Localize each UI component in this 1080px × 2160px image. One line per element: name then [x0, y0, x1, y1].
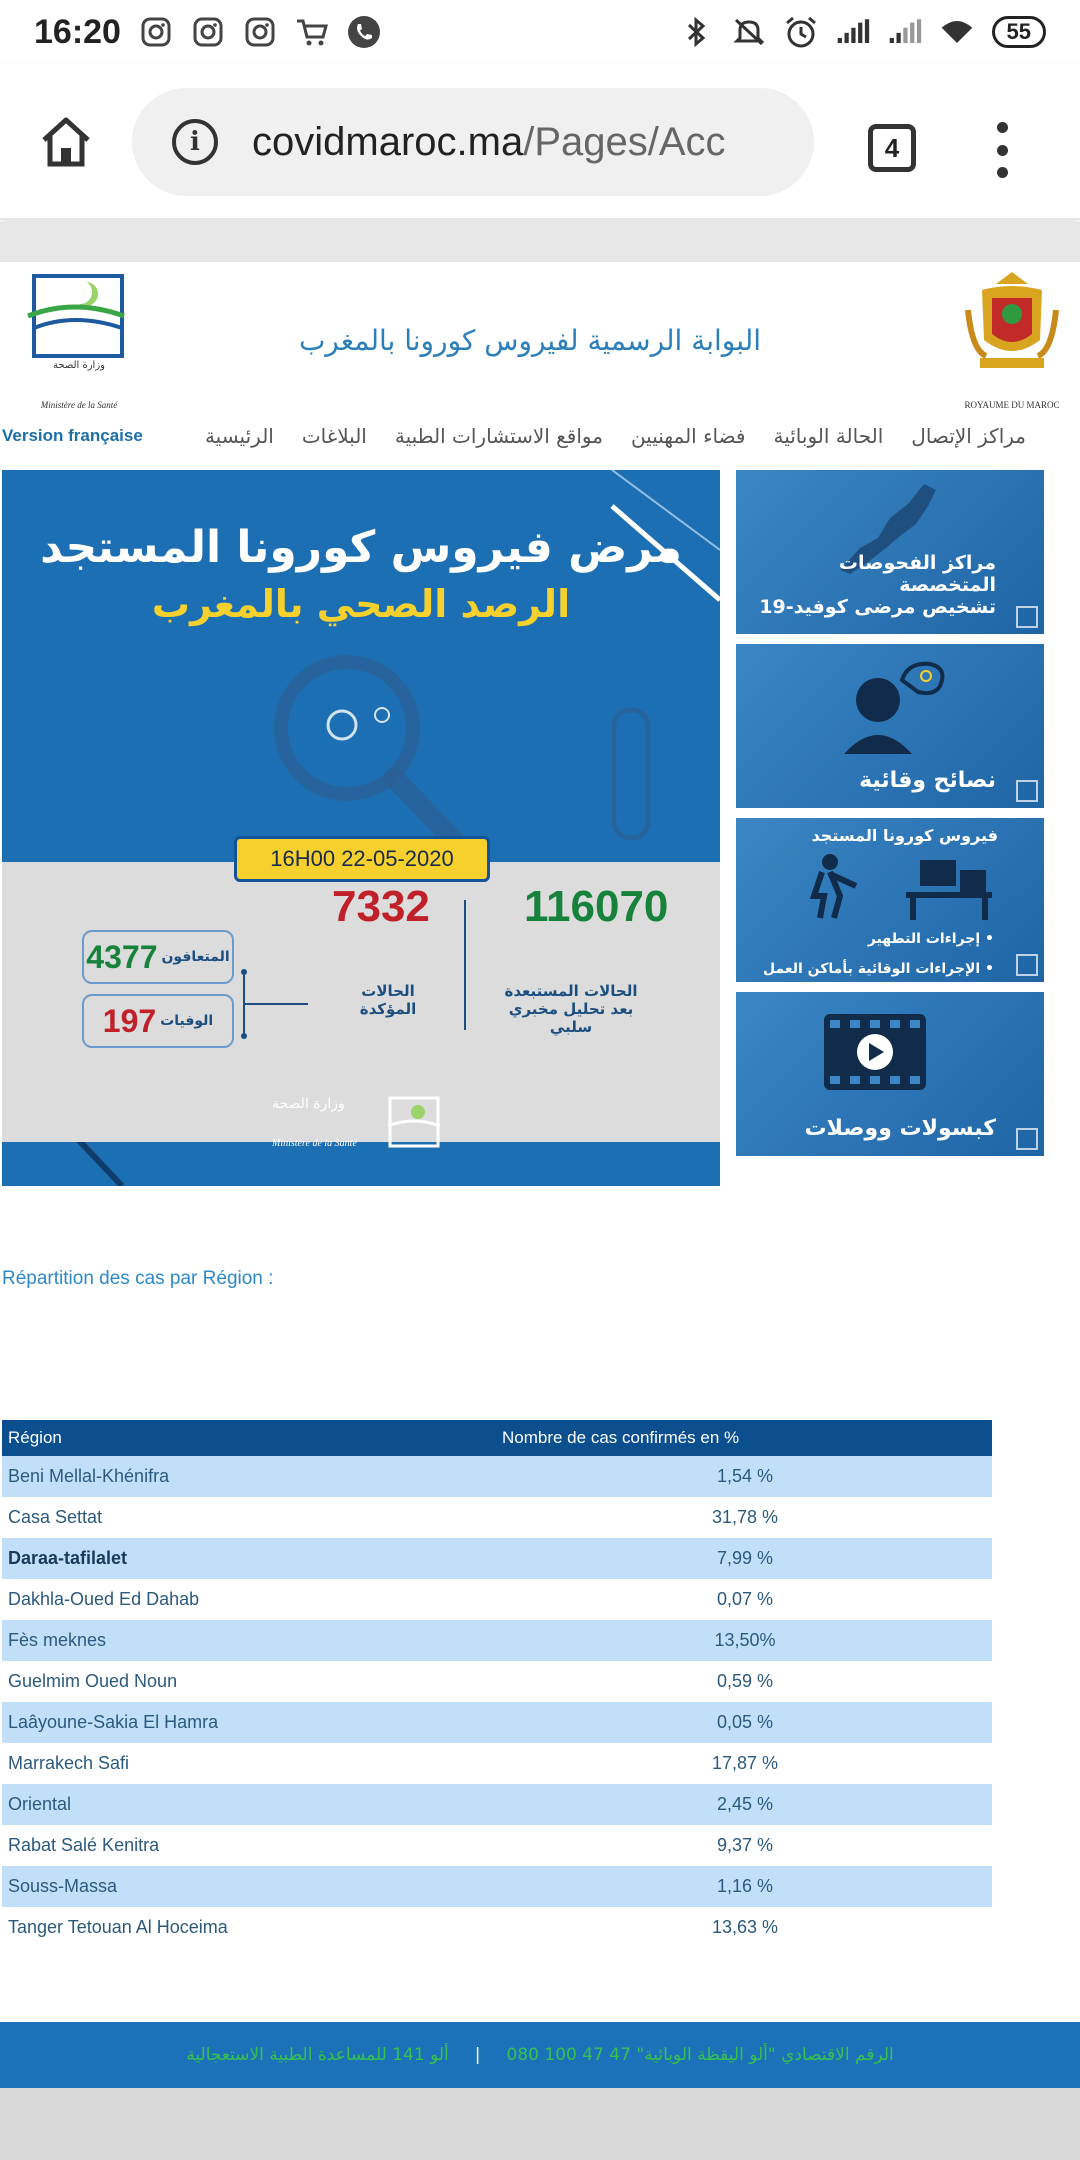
- region-cell: Laâyoune-Sakia El Hamra: [8, 1712, 219, 1732]
- report-date-badge: 16H00 22-05-2020: [234, 836, 490, 882]
- percent-cell: 0,59 %: [716, 1671, 774, 1691]
- instagram-icon: [243, 15, 277, 49]
- excluded-count: 116070: [524, 882, 669, 931]
- percent-cell: 0,07 %: [716, 1589, 774, 1609]
- ministry-emblem-icon: [24, 272, 134, 362]
- banner-footer-ministry-ar: وزارة الصحة: [272, 1096, 345, 1112]
- region-cell: Fès meknes: [8, 1630, 107, 1650]
- banner-title: مرض فيروس كورونا المستجد: [40, 522, 682, 573]
- banner-footer-ministry-fr: Ministère de la Santé: [272, 1138, 357, 1149]
- excluded-label: الحالات المستبعدة بعد تحليل مخبري سلبي: [504, 982, 638, 1036]
- alarm-icon: [784, 15, 818, 49]
- table-row: [2, 1743, 992, 1784]
- percent-cell: 0,05 %: [716, 1712, 774, 1732]
- banner-ministry-logo-icon: [386, 1094, 442, 1150]
- table-row: [2, 1784, 992, 1825]
- tile-prevention-tips[interactable]: [736, 644, 1044, 808]
- footer-separator: |: [474, 2045, 481, 2065]
- table-header: [2, 1420, 992, 1456]
- deaths-count: 197: [102, 1002, 157, 1039]
- royal-name-fr: ROYAUME DU MAROC: [964, 400, 1060, 410]
- table-row: [2, 1579, 992, 1620]
- address-bar[interactable]: [132, 88, 814, 196]
- nav-item-epidemic-status[interactable]: الحالة الوبائية: [773, 424, 884, 448]
- phone-icon: [347, 15, 381, 49]
- ministry-logo[interactable]: [24, 272, 134, 410]
- nav-item-communiques[interactable]: البلاغات: [301, 424, 367, 448]
- region-cell: Rabat Salé Kenitra: [8, 1835, 160, 1855]
- percent-cell: 1,16 %: [716, 1876, 774, 1896]
- instagram-icon: [139, 15, 173, 49]
- region-distribution-title: Répartition des cas par Région :: [2, 1268, 274, 1289]
- region-cell: Souss-Massa: [8, 1876, 118, 1896]
- ministry-name-ar: وزارة الصحة: [53, 360, 105, 371]
- column-header-percent: Nombre de cas confirmés en %: [502, 1428, 740, 1447]
- emergency-text: ألو 141 للمساعدة الطبية الاستعجالية: [186, 2045, 449, 2065]
- home-button[interactable]: [36, 112, 96, 172]
- nav-item-home[interactable]: الرئيسية: [204, 424, 274, 448]
- hotline-text: الرقم الاقتصادي "ألو اليقظة الوبائية" 47 47 100 080: [506, 2045, 894, 2065]
- percent-cell: 13,63 %: [711, 1917, 779, 1937]
- thinking-person-icon: [830, 658, 950, 758]
- surveillance-banner[interactable]: [2, 470, 720, 1186]
- info-icon[interactable]: i: [172, 119, 218, 165]
- page-top-strip: [0, 222, 1080, 262]
- region-cell: Dakhla-Oued Ed Dahab: [8, 1589, 200, 1609]
- table-row: [2, 1702, 992, 1743]
- site-header: [0, 262, 1080, 412]
- table-row: [2, 1907, 992, 1948]
- tab-switcher-button[interactable]: 4: [868, 124, 916, 172]
- percent-cell: 31,78 %: [711, 1507, 779, 1527]
- mini-ministry-logo-icon: [1016, 954, 1038, 976]
- tile-preventive-measures-caption: • إجراءات التطهير • الإجراءات الوقائية بأماكن العمل: [762, 931, 994, 977]
- region-cell: Guelmim Oued Noun: [8, 1671, 178, 1691]
- nav-items: [205, 424, 1026, 448]
- nav-item-contact-centers[interactable]: مراكز الإتصال: [911, 424, 1026, 448]
- signal-icon: [888, 15, 922, 49]
- table-row: [2, 1620, 992, 1661]
- region-cell: Daraa-tafilalet: [8, 1548, 128, 1568]
- stats-connector: [234, 952, 364, 1062]
- bluetooth-icon: [680, 15, 714, 49]
- region-cell: Casa Settat: [8, 1507, 103, 1527]
- confirmed-label: الحالات المؤكدة: [359, 982, 417, 1018]
- portal-title: البوابة الرسمية لفيروس كورونا بالمغرب: [298, 324, 762, 357]
- table-row: [2, 1866, 992, 1907]
- percent-cell: 7,99 %: [716, 1548, 774, 1568]
- table-row: [2, 1497, 992, 1538]
- percent-cell: 1,54 %: [716, 1466, 774, 1486]
- version-francaise-link[interactable]: Version française: [2, 426, 143, 445]
- nav-item-professionals[interactable]: فضاء المهنيين: [630, 424, 746, 448]
- site-footer: [0, 2022, 1080, 2088]
- deaths-pill: [82, 994, 234, 1048]
- wifi-icon: [940, 15, 974, 49]
- tile-testing-centers[interactable]: [736, 470, 1044, 634]
- mini-ministry-logo-icon: [1016, 1128, 1038, 1150]
- recovered-label: المتعافون: [161, 949, 230, 965]
- percent-cell: 17,87 %: [711, 1753, 779, 1773]
- signal-icon: [836, 15, 870, 49]
- column-header-region: Région: [8, 1428, 62, 1447]
- coat-of-arms-icon: [962, 270, 1062, 380]
- confirmed-count: 7332: [332, 882, 430, 931]
- region-cell: Beni Mellal-Khénifra: [8, 1466, 170, 1486]
- ministry-name-fr: Ministère de la Santé: [40, 400, 118, 410]
- mini-ministry-logo-icon: [1016, 606, 1038, 628]
- recovered-count: 4377: [86, 938, 158, 975]
- table-row: [2, 1538, 992, 1579]
- tile-capsules-spots[interactable]: [736, 992, 1044, 1156]
- mute-icon: [732, 15, 766, 49]
- home-icon: [36, 112, 96, 172]
- tile-testing-centers-caption: مراكز الفحوصات المتخصصة تشخيص مرضى كوفيد-19: [759, 552, 996, 618]
- percent-cell: 2,45 %: [716, 1794, 774, 1814]
- table-row: [2, 1456, 992, 1497]
- table-row: [2, 1661, 992, 1702]
- banner-subtitle: الرصد الصحي بالمغرب: [151, 582, 571, 626]
- status-time: 16:20: [34, 12, 121, 51]
- url-text: covidmaroc.ma/Pages/Acc: [252, 119, 726, 164]
- region-cell: Oriental: [8, 1794, 72, 1814]
- overflow-menu-button[interactable]: [990, 122, 1014, 178]
- status-bar: [0, 0, 1080, 64]
- stats-divider: [464, 900, 466, 1030]
- page-bottom-area: [0, 2088, 1080, 2160]
- deaths-label: الوفيات: [160, 1013, 214, 1029]
- region-cases-table: [2, 1420, 992, 1948]
- tile-prevention-tips-caption: نصائح وقائية: [859, 768, 996, 793]
- nav-item-consultation-sites[interactable]: مواقع الاستشارات الطبية: [394, 424, 603, 448]
- percent-cell: 9,37 %: [716, 1835, 774, 1855]
- main-nav: [0, 418, 1080, 458]
- recovered-pill: [82, 930, 234, 984]
- tile-preventive-measures-title: فيروس كورونا المستجد: [811, 826, 998, 845]
- browser-toolbar: [0, 64, 1080, 220]
- percent-cell: 13,50%: [714, 1630, 776, 1650]
- table-row: [2, 1825, 992, 1866]
- instagram-icon: [191, 15, 225, 49]
- mini-ministry-logo-icon: [1016, 780, 1038, 802]
- region-cell: Tanger Tetouan Al Hoceima: [8, 1917, 228, 1937]
- disinfection-workplace-icon: [800, 852, 1020, 922]
- video-film-icon: [820, 1010, 930, 1100]
- region-cell: Marrakech Safi: [8, 1753, 130, 1773]
- cart-icon: [295, 15, 329, 49]
- royal-coat-of-arms[interactable]: [962, 270, 1062, 410]
- battery-indicator: 55: [992, 16, 1046, 48]
- tile-capsules-spots-caption: كبسولات ووصلات: [804, 1116, 996, 1141]
- tile-preventive-measures[interactable]: [736, 818, 1044, 982]
